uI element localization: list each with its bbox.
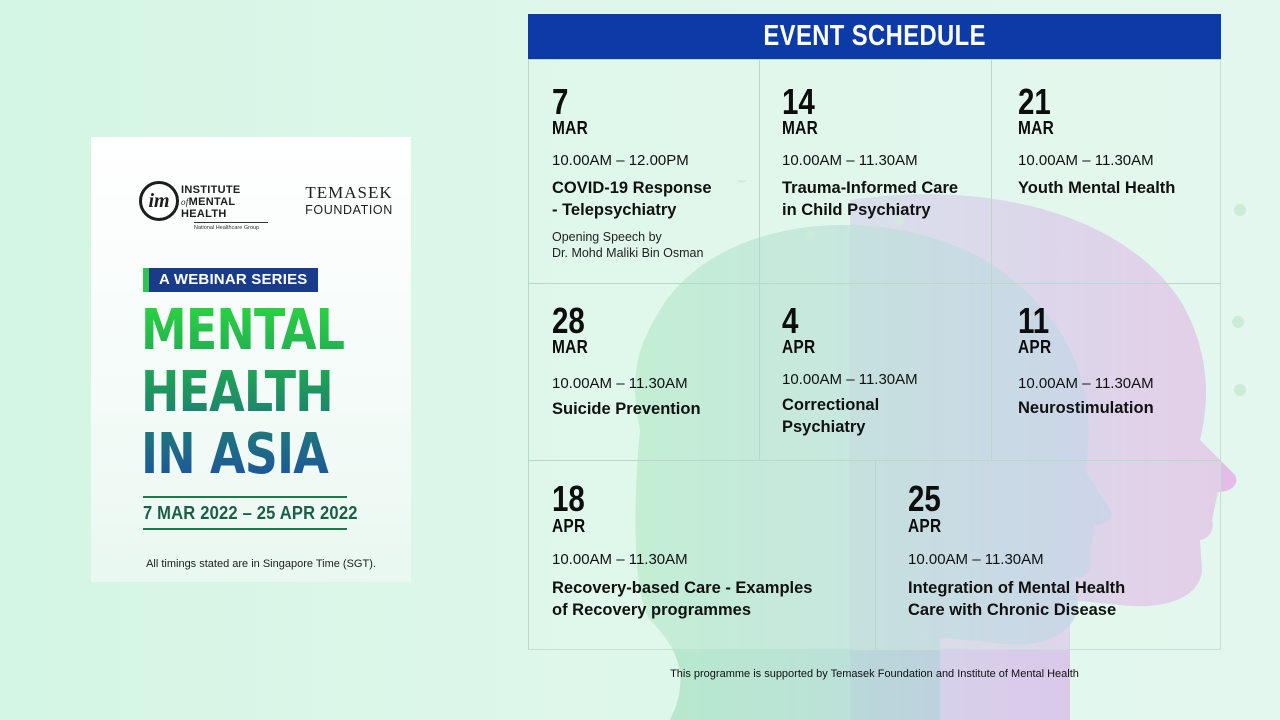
event-topic-line1: Trauma-Informed Care xyxy=(782,179,959,197)
imh-name-line2: MENTAL xyxy=(188,196,236,208)
event-topic-line2: in Child Psychiatry xyxy=(782,201,931,219)
event-topic-line2: - Telepsychiatry xyxy=(552,201,677,219)
event-day: 14 xyxy=(782,81,815,122)
event-time: 10.00AM – 11.30AM xyxy=(1018,375,1154,392)
event-topic-line1: Correctional xyxy=(782,396,880,414)
poster-title-line3: IN ASIA xyxy=(141,422,328,487)
event-day: 18 xyxy=(552,478,585,519)
event-month: APR xyxy=(782,337,816,357)
event-note xyxy=(552,229,757,261)
event-month: APR xyxy=(1018,337,1052,357)
divider xyxy=(143,528,347,530)
event-month: MAR xyxy=(552,118,589,138)
imh-logo-icon: im xyxy=(139,181,179,221)
sponsor-footer: This programme is supported by Temasek Foundation and Institute of Mental Health xyxy=(670,668,1079,680)
foundation-name: FOUNDATION xyxy=(305,203,393,217)
webinar-poster xyxy=(91,137,411,582)
event-schedule-grid xyxy=(528,59,1221,650)
imh-of: of xyxy=(181,197,189,207)
event-schedule-header xyxy=(528,14,1221,59)
event-time: 10.00AM – 11.30AM xyxy=(908,551,1044,568)
partner-logos xyxy=(139,181,399,233)
event-topic xyxy=(782,177,990,221)
timezone-note: All timings stated are in Singapore Time (SGT). xyxy=(146,558,376,570)
event-card xyxy=(992,284,1221,461)
event-card xyxy=(529,284,760,461)
event-card xyxy=(992,60,1221,284)
event-month: MAR xyxy=(782,118,819,138)
event-day: 25 xyxy=(908,478,941,519)
event-day: 21 xyxy=(1018,81,1051,122)
event-topic-line2: Psychiatry xyxy=(782,418,866,436)
event-day: 4 xyxy=(782,300,799,341)
poster-title-line2: HEALTH xyxy=(141,360,333,425)
event-note-line2: Dr. Mohd Maliki Bin Osman xyxy=(552,246,704,260)
event-topic-line2: of Recovery programmes xyxy=(552,601,751,619)
event-month: MAR xyxy=(1018,118,1055,138)
event-card xyxy=(876,461,1221,650)
event-card xyxy=(760,284,992,461)
event-time: 10.00AM – 12.00PM xyxy=(552,152,689,169)
event-month: APR xyxy=(908,516,942,536)
event-topic-line1: Neurostimulation xyxy=(1018,399,1154,417)
event-time: 10.00AM – 11.30AM xyxy=(1018,152,1154,169)
imh-group-label: National Healthcare Group xyxy=(194,222,268,231)
event-topic xyxy=(1018,397,1218,419)
event-topic xyxy=(1018,177,1218,199)
event-topic-line1: Recovery-based Care - Examples xyxy=(552,579,813,597)
event-time: 10.00AM – 11.30AM xyxy=(552,375,688,392)
event-schedule-title: EVENT SCHEDULE xyxy=(763,20,986,52)
temasek-foundation-logo xyxy=(299,183,399,217)
event-topic-line1: Integration of Mental Health xyxy=(908,579,1126,597)
event-topic-line1: Youth Mental Health xyxy=(1018,179,1176,197)
event-time: 10.00AM – 11.30AM xyxy=(552,551,688,568)
poster-title-line1: MENTAL xyxy=(141,298,345,363)
imh-name-line1: INSTITUTE xyxy=(181,184,241,196)
date-range: 7 MAR 2022 – 25 APR 2022 xyxy=(143,503,358,523)
event-topic xyxy=(552,398,757,420)
poster-title xyxy=(141,300,354,486)
event-day: 11 xyxy=(1018,300,1050,341)
webinar-series-tag: A WEBINAR SERIES xyxy=(143,268,318,292)
divider xyxy=(143,496,347,498)
event-card xyxy=(529,60,760,284)
event-topic xyxy=(782,394,990,438)
event-topic xyxy=(552,177,757,221)
event-card xyxy=(760,60,992,284)
event-topic-line2: Care with Chronic Disease xyxy=(908,601,1117,619)
imh-logo-text xyxy=(181,184,241,220)
event-topic xyxy=(908,577,1218,621)
event-topic-line1: Suicide Prevention xyxy=(552,400,701,418)
event-topic-line1: COVID-19 Response xyxy=(552,179,712,197)
event-time: 10.00AM – 11.30AM xyxy=(782,371,918,388)
event-time: 10.00AM – 11.30AM xyxy=(782,152,918,169)
imh-name-line3: HEALTH xyxy=(181,208,227,220)
event-day: 28 xyxy=(552,300,585,341)
event-topic xyxy=(552,577,872,621)
event-month: APR xyxy=(552,516,586,536)
event-month: MAR xyxy=(552,337,589,357)
event-day: 7 xyxy=(552,81,569,122)
event-card xyxy=(529,461,876,650)
temasek-name: TEMASEK xyxy=(305,183,393,202)
event-note-line1: Opening Speech by xyxy=(552,230,662,244)
